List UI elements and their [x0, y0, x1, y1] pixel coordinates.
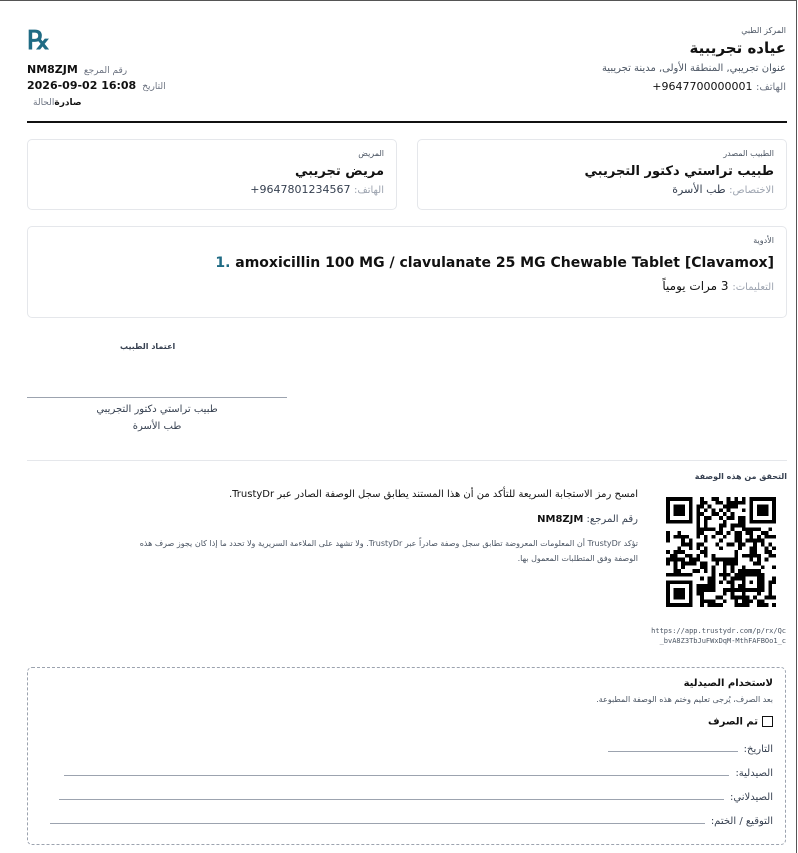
specialty-label: الاختصاص: — [729, 185, 774, 196]
patient-card — [27, 139, 397, 210]
patient-phone-label: الهاتف: — [354, 185, 384, 196]
verification-title: التحقق من هذه الوصفة — [694, 472, 787, 481]
pharmacist-field[interactable] — [59, 789, 773, 803]
section-divider — [27, 460, 787, 461]
patient-phone: +9647801234567 — [250, 183, 351, 196]
signature-field-label: التوقيع / الختم: — [710, 816, 773, 827]
medication-item — [40, 255, 774, 271]
clinic-label: المركز الطبي — [741, 26, 786, 35]
doctor-card-label: الطبيب المصدر — [723, 149, 774, 158]
signature-doctor-name: طبيب تراستي دكتور التجريبي — [96, 404, 218, 415]
dispensed-label: تم الصرف — [708, 716, 758, 728]
reference-label: رقم المرجع — [83, 66, 128, 76]
doctor-name: طبيب تراستي دكتور التجريبي — [584, 164, 774, 179]
signature-field[interactable] — [50, 813, 773, 827]
clinic-phone-label: الهاتف: — [756, 82, 786, 93]
dispensed-checkbox[interactable] — [762, 716, 773, 727]
patient-phone-row — [40, 183, 384, 196]
clinic-block — [486, 26, 786, 93]
date-field[interactable] — [608, 741, 773, 755]
header-rule — [27, 121, 787, 123]
date-label: التاريخ — [142, 82, 166, 92]
date-row — [27, 79, 166, 94]
reference-value: NM8ZJM — [27, 63, 78, 76]
qr-code[interactable] — [666, 497, 776, 607]
pharmacy-title: لاستخدام الصيدلية — [683, 678, 773, 689]
date-value: 2026-09-02 16:08 — [27, 79, 137, 92]
pharmacist-field-line[interactable] — [59, 789, 724, 800]
verification-reference-row — [120, 514, 638, 525]
doctor-specialty-row — [430, 183, 774, 196]
date-field-label: التاريخ: — [743, 744, 773, 755]
pharmacy-field-label: الصيدلية: — [735, 768, 773, 779]
verification-intro: امسح رمز الاستجابة السريعة للتأكد من أن هذا المستند يطابق سجل الوصفة الصادر عبر TrustyDr. — [228, 489, 638, 500]
medication-instructions-row — [40, 279, 774, 293]
medications-card — [27, 226, 787, 318]
pharmacy-box — [27, 667, 786, 845]
verification-url[interactable]: https://app.trustydr.com/p/rx/Qc_bvA8Z3TbJuFWxDqM-MthFAFBOo1_c — [651, 627, 786, 645]
doctor-specialty: طب الأسرة — [672, 183, 726, 196]
pharmacy-field[interactable] — [64, 765, 773, 779]
doctor-card — [417, 139, 787, 210]
clinic-address: عنوان تجريبي, المنطقة الأولى, مدينة تجريبية — [601, 63, 786, 74]
pharmacy-field-line[interactable] — [64, 765, 729, 776]
signature-field-line[interactable] — [50, 813, 705, 824]
verification-disclaimer: تؤكد TrustyDr أن المعلومات المعروضة تطابق سجل وصفة صادراً عبر TrustyDr. ولا تشهد على الملاءمة السريرية ولا تحدد ما إذا كان يجوز صرف هذه الوصفة وفق المتطلبات المعمول بها. — [139, 539, 638, 563]
status-row — [27, 95, 82, 110]
verification-reference-value: NM8ZJM — [537, 514, 584, 525]
status-value: صادرة — [54, 98, 82, 108]
pharmacist-field-label: الصيدلاني: — [730, 792, 773, 803]
clinic-phone: +9647700000001 — [652, 80, 753, 93]
signature-line — [27, 397, 287, 398]
medication-instructions: 3 مرات يومياً — [662, 279, 729, 293]
signature-specialty: طب الأسرة — [132, 421, 182, 432]
medication-name: amoxicillin 100 MG / clavulanate 25 MG Chewable Tablet [Clavamox] — [235, 255, 774, 271]
reference-row — [27, 63, 127, 78]
date-field-line[interactable] — [608, 741, 738, 752]
clinic-phone-row — [486, 80, 786, 93]
rx-symbol: ℞ — [27, 26, 51, 56]
patient-name: مريض تجريبي — [295, 164, 384, 179]
instructions-label: التعليمات: — [732, 282, 774, 293]
status-label: الحالة — [33, 98, 55, 108]
medication-number: 1. — [215, 255, 231, 271]
dispensed-checkbox-row[interactable] — [708, 716, 773, 728]
verification-reference-label: رقم المرجع: — [586, 514, 638, 525]
patient-card-label: المريض — [358, 149, 384, 158]
medications-label: الأدوية — [753, 236, 774, 245]
clinic-name: عياده تجريبية — [689, 39, 786, 57]
signature-title: اعتماد الطبيب — [120, 342, 176, 351]
pharmacy-note: بعد الصرف، يُرجى تعليم وختم هذه الوصفة المطبوعة. — [596, 695, 773, 704]
